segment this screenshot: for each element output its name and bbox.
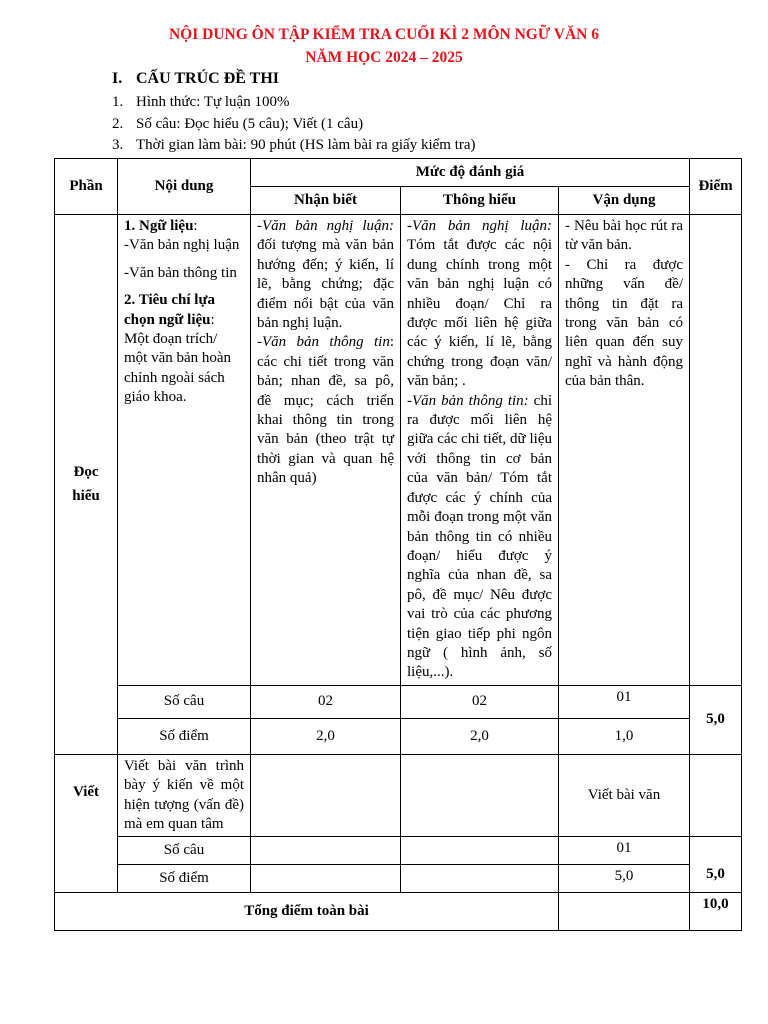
viet-so-cau-label: Số câu (118, 837, 251, 865)
doc-hieu-diem: 5,0 (690, 685, 742, 754)
list-item-number: 2. (112, 116, 124, 132)
document-subtitle: NĂM HỌC 2024 – 2025 (305, 49, 463, 66)
tong-van-dung-empty (559, 893, 690, 931)
nhan-biet-lead-2: -Văn bản thông tin (257, 334, 390, 351)
doc-hieu-so-cau-nhan-biet: 02 (251, 685, 401, 718)
viet-thong-hieu-empty (401, 754, 559, 837)
nhan-biet-text-1: đối tượng mà văn bản hướng đến; ý kiến, lí lẽ, bằng chứng; đặc điểm nổi bật của văn bản nghị luận. (257, 237, 394, 332)
header-van-dung: Vận dụng (559, 187, 690, 215)
thong-hieu-lead-1: -Văn bản nghị luận: (407, 218, 552, 234)
viet-so-diem-nhan-biet-empty (251, 865, 401, 893)
doc-hieu-nhan-biet (251, 215, 401, 686)
header-thong-hieu: Thông hiểu (401, 187, 559, 215)
viet-so-cau-thong-hieu-empty (401, 837, 559, 865)
exam-structure-table (54, 158, 742, 931)
doc-hieu-so-diem-van-dung: 1,0 (559, 718, 690, 754)
header-muc-do: Mức độ đánh giá (251, 159, 690, 187)
van-dung-text-2: - Chỉ ra được những vấn đề/ thông tin đặt ra trong văn bản có liên quan đến suy nghĩ và hành động của bản thân. (565, 256, 684, 390)
viet-so-cau-van-dung: 01 (559, 837, 690, 865)
thong-hieu-text-1: Tóm tắt được các nội dung chính trong một văn bản nghị luận có nhiều đoạn/ Chỉ ra được mối liên hệ giữa các ý kiến, lí lẽ, bằng chứng trong đoạn văn/ văn bản; . (407, 237, 552, 390)
colon: : (193, 218, 198, 234)
van-dung-text-1: - Nêu bài học rút ra từ văn bản. (565, 218, 684, 254)
document-title: NỘI DUNG ÔN TẬP KIỂM TRA CUỐI KÌ 2 MÔN NGỮ VĂN 6 (168, 26, 599, 43)
list-item (112, 114, 363, 134)
text-van-ban-thong-tin: -Văn bản thông tin (124, 264, 237, 281)
section-doc-hieu-label-2: hiểu (72, 488, 100, 505)
doc-hieu-so-cau-van-dung: 01 (559, 685, 690, 718)
heading-ngu-lieu: 1. Ngữ liệu (124, 218, 194, 234)
list-item-number: 3. (112, 137, 124, 153)
list-item-number: 1. (112, 94, 124, 110)
viet-van-dung: Viết bài văn (559, 754, 690, 837)
viet-so-diem-label: Số điểm (118, 865, 251, 893)
viet-so-diem-thong-hieu-empty (401, 865, 559, 893)
doc-hieu-diem-empty (690, 215, 742, 686)
doc-hieu-so-diem-nhan-biet: 2,0 (251, 718, 401, 754)
tong-diem-value: 10,0 (690, 893, 742, 931)
text-doan-trich: Một đoạn trích/ một văn bản hoàn chỉnh ngoài sách giáo khoa. (124, 331, 232, 406)
section-viet (55, 754, 118, 893)
section-heading (112, 68, 279, 90)
nhan-biet-text-2: : các chi tiết trong văn bản; nhan đề, sa pô, đề mục; cách triển khai thông tin trong văn bản (theo trật tự thời gian và quan hệ nhân quả) (257, 334, 394, 487)
thong-hieu-text-2: chỉ ra được mối liên hệ giữa các chi tiết, dữ liệu với thông tin cơ bản của văn bản/ Tóm tắt được các ý chính của mỗi đoạn trong một văn bản thông tin có nhiều đoạn/ hiểu được ý nghĩa của nhan đề, sa pô, đề mục/ Nêu được vai trò của các phương tiện giao tiếp phi ngôn ngữ ( hình ảnh, số liệu,...). (407, 392, 553, 681)
section-viet-label: Viết (72, 783, 100, 800)
viet-nhan-biet-empty (251, 754, 401, 837)
tong-diem-label: Tổng điểm toàn bài (55, 893, 559, 931)
section-doc-hieu (55, 215, 118, 755)
viet-so-diem-van-dung: 5,0 (559, 865, 690, 893)
doc-hieu-noi-dung (118, 215, 251, 686)
header-noi-dung: Nội dung (118, 159, 251, 215)
header-nhan-biet: Nhận biết (251, 187, 401, 215)
doc-hieu-so-cau-label: Số câu (118, 685, 251, 718)
section-number: I. (112, 70, 123, 87)
viet-diem: 5,0 (690, 837, 742, 893)
list-item (112, 135, 476, 155)
list-item-text: Số câu: Đọc hiểu (5 câu); Viết (1 câu) (136, 116, 364, 132)
heading-tieu-chi: 2. Tiêu chí lựa chọn ngữ liệu (124, 292, 215, 328)
viet-diem-empty (690, 754, 742, 837)
doc-hieu-so-diem-thong-hieu: 2,0 (401, 718, 559, 754)
nhan-biet-lead-1: -Văn bản nghị luận: (257, 218, 394, 234)
doc-hieu-so-diem-label: Số điểm (118, 718, 251, 754)
doc-hieu-van-dung (559, 215, 690, 686)
thong-hieu-lead-2: -Văn bản thông tin: (407, 392, 529, 409)
section-doc-hieu-label-1: Đọc (73, 464, 99, 481)
doc-hieu-thong-hieu (401, 215, 559, 686)
viet-noi-dung: Viết bài văn trình bày ý kiến về một hiện tượng (vấn đề) mà em quan tâm (118, 754, 251, 837)
colon: : (210, 311, 215, 328)
header-phan: Phần (55, 159, 118, 215)
doc-hieu-so-cau-thong-hieu: 02 (401, 685, 559, 718)
list-item-text: Thời gian làm bài: 90 phút (HS làm bài ra giấy kiểm tra) (136, 137, 476, 153)
header-diem: Điểm (690, 159, 742, 215)
list-item (112, 92, 289, 112)
viet-so-cau-nhan-biet-empty (251, 837, 401, 865)
list-item-text: Hình thức: Tự luận 100% (136, 94, 290, 110)
text-van-ban-nghi-luan: -Văn bản nghị luận (124, 237, 240, 254)
section-title: CẤU TRÚC ĐỀ THI (136, 70, 279, 87)
